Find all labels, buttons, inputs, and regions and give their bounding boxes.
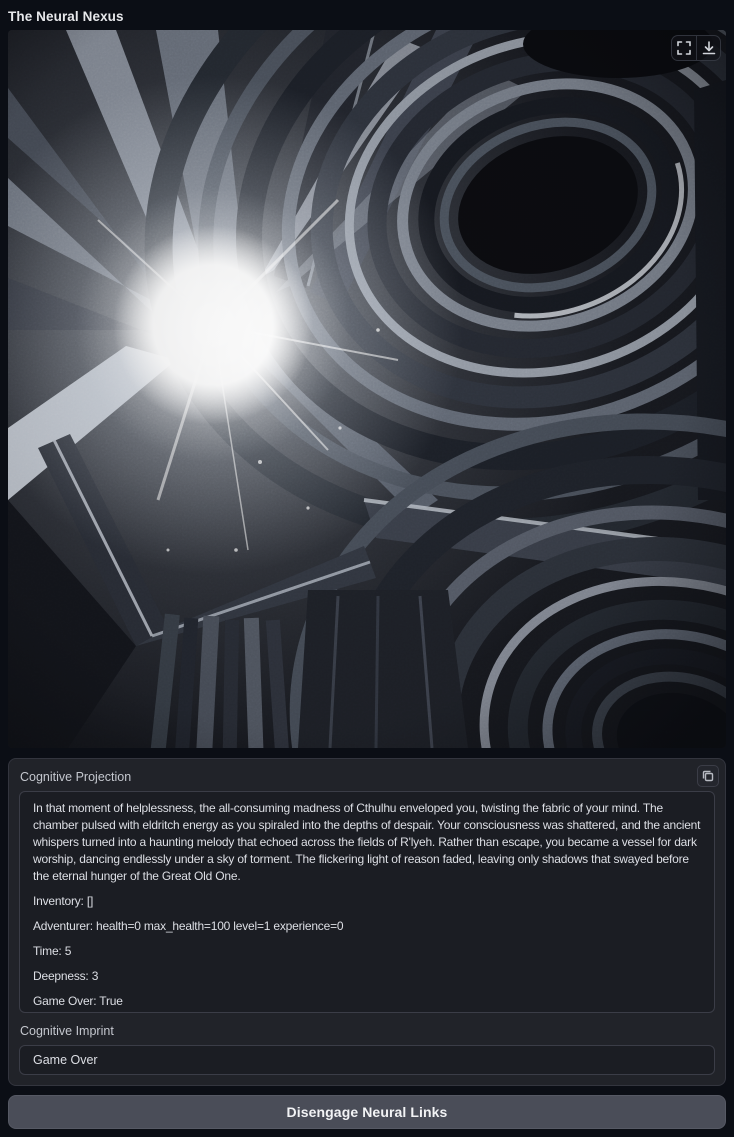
stat-deepness: Deepness: 3 (33, 969, 99, 983)
stat-game-over: Game Over: True (33, 994, 123, 1008)
projection-textbox[interactable] (19, 791, 715, 1013)
image-toolbar (671, 35, 721, 61)
stat-time: Time: 5 (33, 944, 72, 958)
stat-inventory: Inventory: [] (33, 894, 94, 908)
copy-icon (702, 770, 714, 782)
cognitive-panel (8, 758, 726, 1086)
stat-adventurer: Adventurer: health=0 max_health=100 level=1 experience=0 (33, 919, 344, 933)
scene-image (8, 30, 726, 748)
eldritch-vortex-art (8, 30, 726, 748)
fullscreen-button[interactable] (672, 36, 696, 60)
disengage-button[interactable]: Disengage Neural Links (8, 1095, 726, 1129)
download-button[interactable] (696, 36, 720, 60)
imprint-label: Cognitive Imprint (20, 1024, 114, 1038)
download-icon (702, 41, 716, 55)
imprint-input[interactable] (19, 1045, 715, 1075)
fullscreen-icon (677, 41, 691, 55)
projection-label: Cognitive Projection (20, 770, 132, 784)
page-title: The Neural Nexus (8, 9, 124, 24)
copy-button[interactable] (697, 765, 719, 787)
narrative-text: In that moment of helplessness, the all-consuming madness of Cthulhu enveloped you, twisting the fabric of your mind. The chamber pulsed with eldritch energy as you spiraled into the depths of despair. Your consciousness was shattered, and the ancient whispers turned into a haunting melody that echoed across the fields of R'lyeh. Rather than escape, you became a vessel for dark worship, dancing endlessly under a sky of torment. The flickering light of reason faded, leaving only shadows that swayed before the eternal hunger of the Great Old One. (33, 801, 701, 883)
